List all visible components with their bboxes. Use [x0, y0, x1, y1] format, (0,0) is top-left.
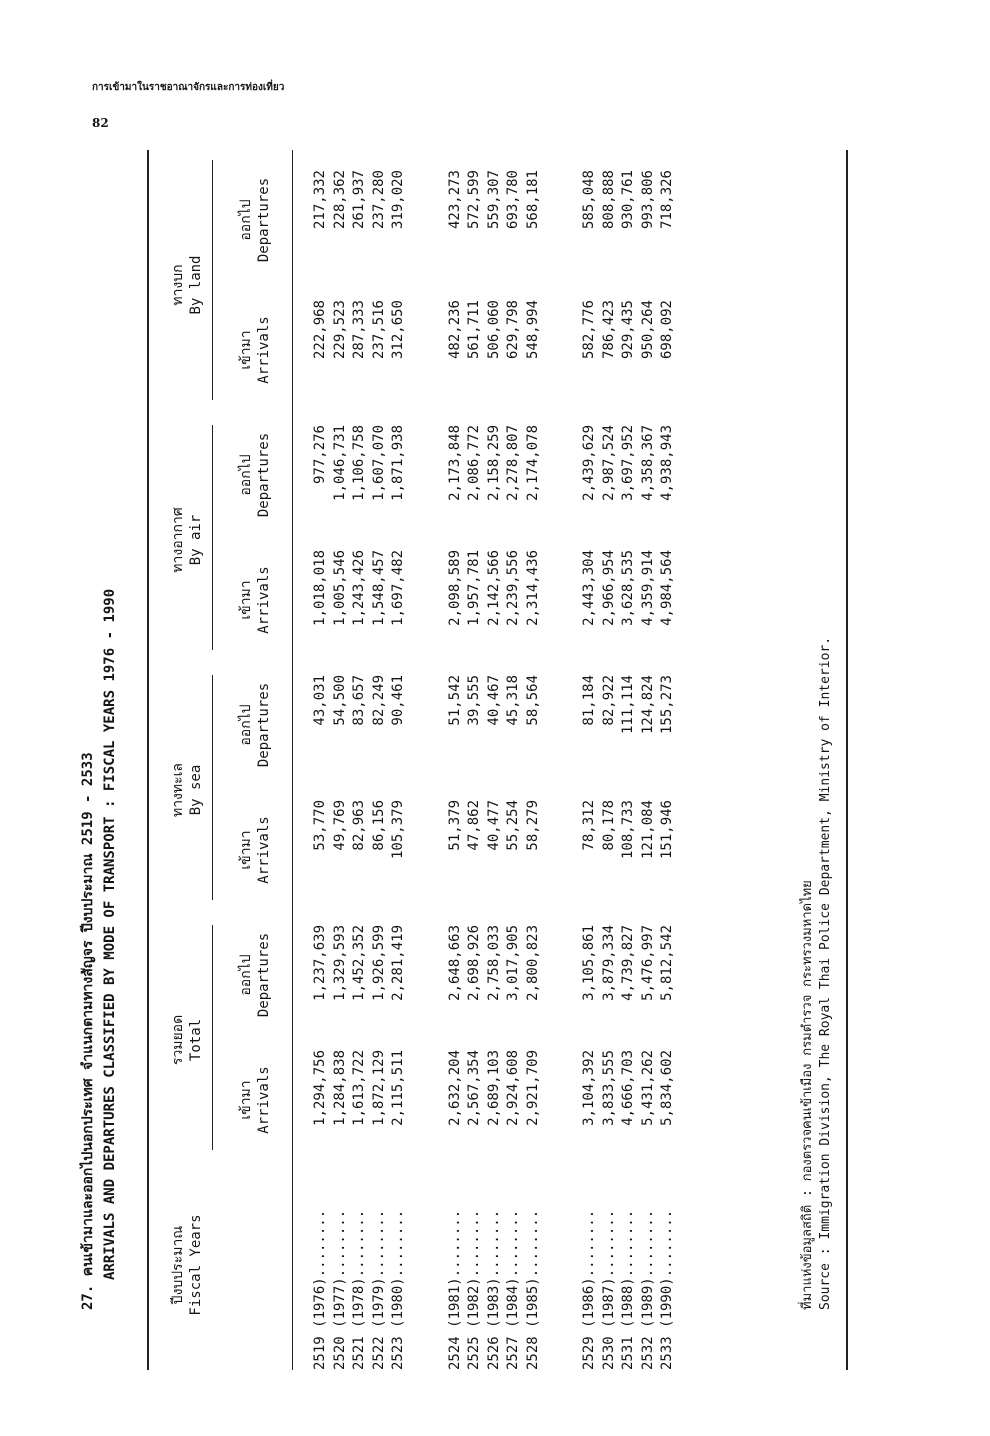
header-rule — [292, 150, 293, 1370]
arrivals-cell: 58,279 — [524, 800, 541, 851]
departures-cell: 2,758,033 — [485, 925, 502, 1001]
arrivals-cell: 4,984,564 — [659, 550, 675, 626]
arrivals-cell: 80,178 — [600, 800, 617, 851]
arrivals-cell: 108,733 — [620, 800, 636, 860]
group-air-english: By air — [188, 514, 204, 566]
arrivals-cell: 2,142,566 — [485, 550, 502, 626]
subheader-arrivals-thai: เข้ามา — [238, 580, 254, 620]
fiscal-year-cell: 2531 (1988)........ — [620, 1209, 636, 1370]
fiscal-year-cell: 2526 (1983)........ — [485, 1209, 502, 1370]
arrivals-cell: 2,239,556 — [505, 550, 521, 626]
arrivals-cell: 1,613,722 — [351, 1050, 367, 1126]
group-sea-rule — [212, 675, 213, 900]
arrivals-cell: 49,769 — [331, 800, 348, 851]
arrivals-cell: 47,862 — [466, 800, 482, 851]
arrivals-cell: 1,284,838 — [331, 1050, 348, 1126]
arrivals-cell: 82,963 — [351, 800, 367, 851]
departures-cell: 568,181 — [524, 170, 541, 230]
subheader-departures-thai: ออกไป — [238, 704, 254, 746]
departures-cell: 81,184 — [581, 675, 597, 726]
arrivals-cell: 1,243,426 — [351, 550, 367, 626]
departures-cell: 261,937 — [351, 170, 367, 230]
fiscal-year-cell: 2519 (1976)........ — [312, 1209, 328, 1370]
fiscal-year-cell: 2525 (1982)........ — [466, 1209, 482, 1370]
departures-cell: 2,278,807 — [505, 425, 521, 501]
departures-cell: 993,806 — [639, 170, 656, 230]
departures-cell: 3,105,861 — [581, 925, 597, 1001]
departures-cell: 2,174,078 — [524, 425, 541, 501]
departures-cell: 585,048 — [581, 170, 597, 230]
departures-cell: 124,824 — [639, 675, 656, 735]
fiscal-year-cell: 2524 (1981)........ — [446, 1209, 463, 1370]
arrivals-cell: 78,312 — [581, 800, 597, 851]
group-land-english: By land — [188, 255, 204, 315]
departures-cell: 39,555 — [466, 675, 482, 726]
arrivals-cell: 2,115,511 — [390, 1050, 406, 1126]
departures-cell: 2,158,259 — [485, 425, 502, 501]
arrivals-cell: 2,098,589 — [446, 550, 463, 626]
arrivals-cell: 786,423 — [600, 300, 617, 360]
departures-cell: 3,017,905 — [505, 925, 521, 1001]
arrivals-cell: 40,477 — [485, 800, 502, 851]
table-title-thai: 27. คนเข้ามาและออกไปนอกประเทศ จำแนกตามทางสัญจร ปีงบประมาณ 2519 - 2533 — [80, 752, 96, 1310]
arrivals-cell: 3,104,392 — [581, 1050, 597, 1126]
arrivals-cell: 1,697,482 — [390, 550, 406, 626]
departures-cell: 111,114 — [620, 675, 636, 735]
arrivals-cell: 55,254 — [505, 800, 521, 851]
subheader-departures: Departures — [256, 177, 272, 263]
departures-cell: 3,697,952 — [620, 425, 636, 501]
departures-cell: 1,106,758 — [351, 425, 367, 501]
departures-cell: 2,987,524 — [600, 425, 617, 501]
subheader-arrivals: Arrivals — [256, 1066, 272, 1134]
departures-cell: 1,871,938 — [390, 425, 406, 501]
departures-cell: 977,276 — [312, 425, 328, 485]
arrivals-cell: 151,946 — [659, 800, 675, 860]
group-sea-english: By sea — [188, 764, 204, 816]
group-air-thai: ทางอากาศ — [170, 507, 186, 573]
stub-header-thai: ปีงบประมาณ — [170, 1225, 186, 1305]
fiscal-year-cell: 2521 (1978)........ — [351, 1209, 367, 1370]
fiscal-year-cell: 2527 (1984)........ — [505, 1209, 521, 1370]
departures-cell: 45,318 — [505, 675, 521, 726]
subheader-arrivals: Arrivals — [256, 816, 272, 884]
bottom-rule — [846, 150, 848, 1370]
arrivals-cell: 548,994 — [524, 300, 541, 360]
arrivals-cell: 3,833,555 — [600, 1050, 617, 1126]
arrivals-cell: 105,379 — [390, 800, 406, 860]
arrivals-cell: 2,443,304 — [581, 550, 597, 626]
departures-cell: 4,358,367 — [639, 425, 656, 501]
departures-cell: 2,439,629 — [581, 425, 597, 501]
subheader-arrivals-thai: เข้ามา — [238, 1080, 254, 1120]
arrivals-cell: 53,770 — [312, 800, 328, 851]
subheader-departures-thai: ออกไป — [238, 454, 254, 496]
arrivals-cell: 950,264 — [639, 300, 656, 360]
arrivals-cell: 4,666,703 — [620, 1050, 636, 1126]
departures-cell: 40,467 — [485, 675, 502, 726]
subheader-departures: Departures — [256, 682, 272, 768]
top-rule — [147, 150, 149, 1370]
departures-cell: 423,273 — [446, 170, 463, 230]
departures-cell: 3,879,334 — [600, 925, 617, 1001]
arrivals-cell: 1,957,781 — [466, 550, 482, 626]
arrivals-cell: 561,711 — [466, 300, 482, 360]
departures-cell: 559,307 — [485, 170, 502, 230]
departures-cell: 82,922 — [600, 675, 617, 726]
arrivals-cell: 2,921,709 — [524, 1050, 541, 1126]
arrivals-cell: 2,689,103 — [485, 1050, 502, 1126]
subheader-arrivals: Arrivals — [256, 316, 272, 384]
group-total-english: Total — [188, 1018, 204, 1062]
departures-cell: 2,698,926 — [466, 925, 482, 1001]
departures-cell: 155,273 — [659, 675, 675, 735]
running-head: การเข้ามาในราชอาณาจักรและการท่องเที่ยว — [92, 82, 285, 93]
group-land-thai: ทางบก — [170, 264, 186, 306]
page-number: 82 — [92, 116, 109, 130]
departures-cell: 1,329,593 — [331, 925, 348, 1001]
departures-cell: 4,739,827 — [620, 925, 636, 1001]
arrivals-cell: 1,018,018 — [312, 550, 328, 626]
arrivals-cell: 582,776 — [581, 300, 597, 360]
fiscal-year-cell: 2523 (1980)........ — [390, 1209, 406, 1370]
arrivals-cell: 1,294,756 — [312, 1050, 328, 1126]
subheader-departures: Departures — [256, 432, 272, 518]
stub-header-english: Fiscal Years — [188, 1214, 204, 1316]
departures-cell: 5,476,997 — [639, 925, 656, 1001]
subheader-departures: Departures — [256, 932, 272, 1018]
arrivals-cell: 121,084 — [639, 800, 656, 860]
fiscal-year-cell: 2528 (1985)........ — [524, 1209, 541, 1370]
departures-cell: 2,173,848 — [446, 425, 463, 501]
departures-cell: 1,607,070 — [370, 425, 387, 501]
subheader-departures-thai: ออกไป — [238, 199, 254, 241]
arrivals-cell: 237,516 — [370, 300, 387, 360]
subheader-arrivals-thai: เข้ามา — [238, 330, 254, 370]
departures-cell: 2,800,823 — [524, 925, 541, 1001]
arrivals-cell: 287,333 — [351, 300, 367, 360]
group-land-rule — [212, 160, 213, 400]
arrivals-cell: 1,872,129 — [370, 1050, 387, 1126]
departures-cell: 1,452,352 — [351, 925, 367, 1001]
departures-cell: 1,237,639 — [312, 925, 328, 1001]
arrivals-cell: 2,314,436 — [524, 550, 541, 626]
arrivals-cell: 3,628,535 — [620, 550, 636, 626]
departures-cell: 572,599 — [466, 170, 482, 230]
subheader-arrivals-thai: เข้ามา — [238, 830, 254, 870]
arrivals-cell: 2,966,954 — [600, 550, 617, 626]
departures-cell: 693,780 — [505, 170, 521, 230]
arrivals-cell: 929,435 — [620, 300, 636, 360]
departures-cell: 2,086,772 — [466, 425, 482, 501]
departures-cell: 83,657 — [351, 675, 367, 726]
departures-cell: 1,046,731 — [331, 425, 348, 501]
arrivals-cell: 2,924,608 — [505, 1050, 521, 1126]
group-total-thai: รวมยอด — [170, 1014, 186, 1066]
group-sea-thai: ทางทะเล — [170, 762, 186, 818]
arrivals-cell: 698,092 — [659, 300, 675, 360]
source-thai: ที่มาแห่งข้อมูลสถิติ : กองตรวจคนเข้าเมือง กรมตำรวจ กระทรวงมหาดไทย — [800, 880, 815, 1310]
arrivals-cell: 4,359,914 — [639, 550, 656, 626]
departures-cell: 54,500 — [331, 675, 348, 726]
departures-cell: 217,332 — [312, 170, 328, 230]
departures-cell: 319,020 — [390, 170, 406, 230]
departures-cell: 228,362 — [331, 170, 348, 230]
statistics-table — [80, 70, 860, 1370]
fiscal-year-cell: 2522 (1979)........ — [370, 1209, 387, 1370]
subheader-departures-thai: ออกไป — [238, 954, 254, 996]
departures-cell: 51,542 — [446, 675, 463, 726]
fiscal-year-cell: 2529 (1986)........ — [581, 1209, 597, 1370]
group-air-rule — [212, 425, 213, 650]
arrivals-cell: 482,236 — [446, 300, 463, 360]
arrivals-cell: 86,156 — [370, 800, 387, 851]
departures-cell: 237,280 — [370, 170, 387, 230]
departures-cell: 82,249 — [370, 675, 387, 726]
fiscal-year-cell: 2532 (1989)........ — [639, 1209, 656, 1370]
arrivals-cell: 222,968 — [312, 300, 328, 360]
table-title-english: ARRIVALS AND DEPARTURES CLASSIFIED BY MODE OF TRANSPORT : FISCAL YEARS 1976 - 1990 — [102, 588, 118, 1280]
arrivals-cell: 5,834,602 — [659, 1050, 675, 1126]
arrivals-cell: 229,523 — [331, 300, 348, 360]
departures-cell: 43,031 — [312, 675, 328, 726]
departures-cell: 2,648,663 — [446, 925, 463, 1001]
arrivals-cell: 51,379 — [446, 800, 463, 851]
departures-cell: 718,326 — [659, 170, 675, 230]
arrivals-cell: 312,650 — [390, 300, 406, 360]
departures-cell: 808,888 — [600, 170, 617, 230]
fiscal-year-cell: 2530 (1987)........ — [600, 1209, 617, 1370]
arrivals-cell: 629,798 — [505, 300, 521, 360]
arrivals-cell: 1,005,546 — [331, 550, 348, 626]
group-total-rule — [212, 925, 213, 1150]
arrivals-cell: 2,567,354 — [466, 1050, 482, 1126]
departures-cell: 1,926,599 — [370, 925, 387, 1001]
departures-cell: 58,564 — [524, 675, 541, 726]
departures-cell: 2,281,419 — [390, 925, 406, 1001]
fiscal-year-cell: 2533 (1990)........ — [659, 1209, 675, 1370]
arrivals-cell: 5,431,262 — [639, 1050, 656, 1126]
departures-cell: 5,812,542 — [659, 925, 675, 1001]
arrivals-cell: 506,060 — [485, 300, 502, 360]
arrivals-cell: 1,548,457 — [370, 550, 387, 626]
source-english: Source : Immigration Division, The Royal Thai Police Department, Ministry of Interior. — [818, 636, 833, 1310]
arrivals-cell: 2,632,204 — [446, 1050, 463, 1126]
departures-cell: 90,461 — [390, 675, 406, 726]
subheader-arrivals: Arrivals — [256, 566, 272, 634]
fiscal-year-cell: 2520 (1977)........ — [331, 1209, 348, 1370]
departures-cell: 4,938,943 — [659, 425, 675, 501]
departures-cell: 930,761 — [620, 170, 636, 230]
